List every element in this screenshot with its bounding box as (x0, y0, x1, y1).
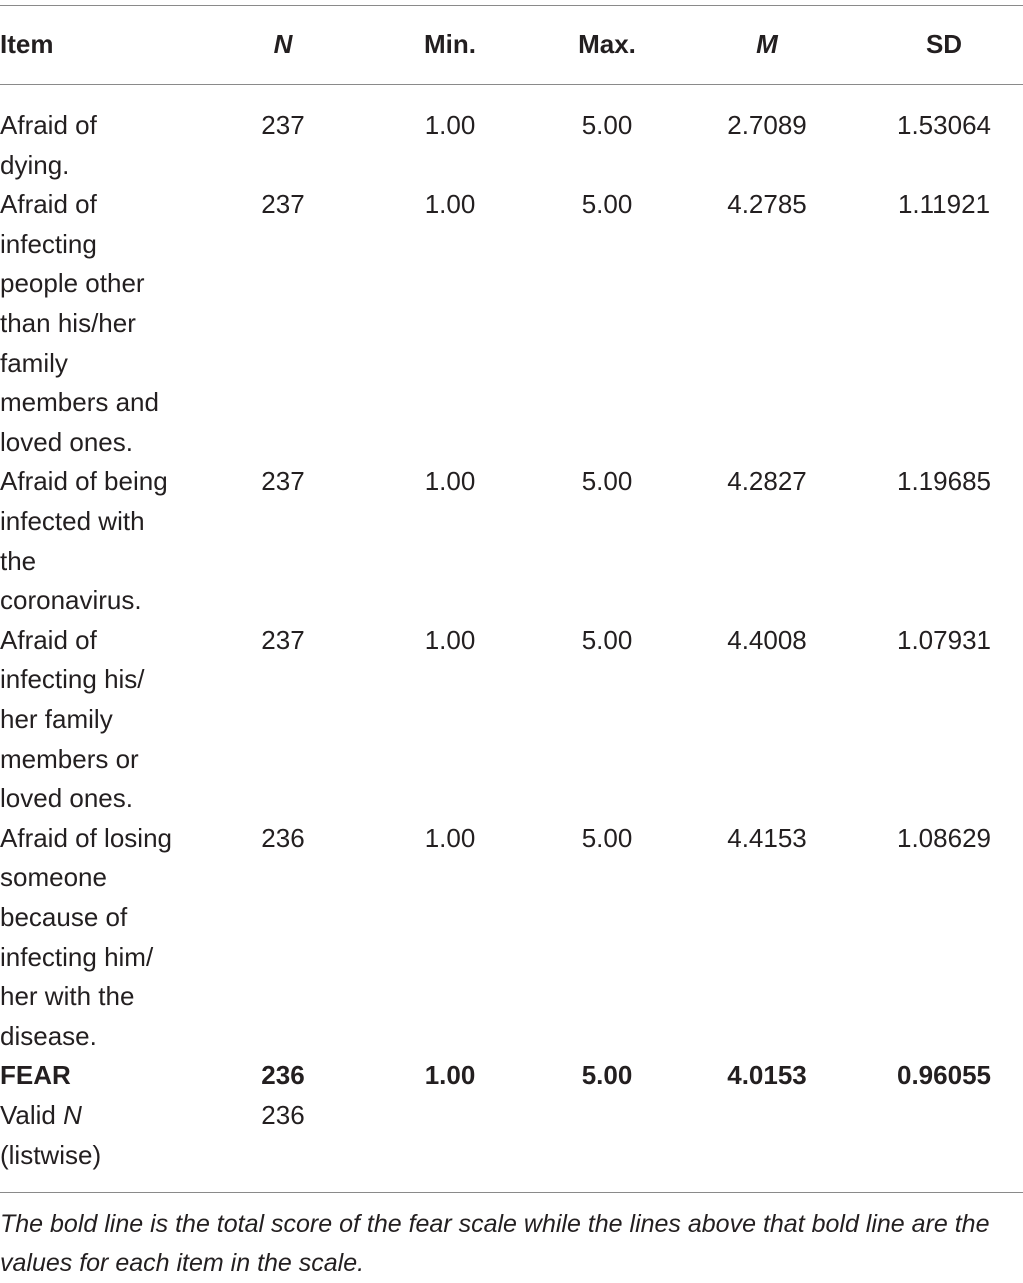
total-item: FEAR (0, 1060, 71, 1090)
row-item-line: infecting his/ (0, 664, 145, 695)
row-m-value: 4.2785 (727, 189, 807, 220)
row-item-line: than his/her (0, 307, 136, 338)
row-m-value: 4.4153 (727, 822, 807, 853)
row-item-line: her with the (0, 981, 135, 1012)
header-min: Min. (424, 29, 476, 59)
row-item-line: her family (0, 703, 113, 734)
row-max-value: 5.00 (581, 189, 633, 220)
valid-n: 236 (261, 1100, 305, 1130)
row-min-value: 1.00 (424, 466, 476, 497)
row-min-value: 1.00 (424, 822, 476, 853)
row-n-value: 237 (261, 466, 305, 497)
row-item-line: Afraid of being (0, 466, 168, 497)
table-top-rule (0, 5, 1023, 6)
row-item-line: because of (0, 901, 128, 932)
row-item-line: loved ones. (0, 426, 133, 457)
row-item-line: Afraid of (0, 189, 97, 220)
row-item-line: infecting (0, 228, 97, 259)
row-item-line: Afraid of (0, 624, 97, 655)
row-item-line: Afraid of (0, 110, 97, 140)
valid-item-suffix: (listwise) (0, 1139, 102, 1170)
row-m-value: 4.2827 (727, 466, 807, 497)
row-item-label (0, 819, 200, 1057)
row-item-label (0, 185, 200, 462)
row-sd-value: 1.11921 (897, 189, 991, 220)
row-item-line: members or (0, 743, 139, 774)
row-item-line: the (0, 545, 37, 576)
row-sd-value: 1.08629 (897, 822, 991, 853)
header-sd: SD (925, 29, 963, 59)
row-sd-value: 1.19685 (897, 466, 991, 497)
total-min: 1.00 (424, 1060, 476, 1090)
valid-item-prefix: Valid (0, 1100, 64, 1130)
row-item-label (0, 106, 200, 185)
header-m: M (756, 29, 778, 59)
row-item-line: infecting him/ (0, 941, 154, 972)
row-item-label (0, 462, 200, 620)
row-item-line: dying. (0, 149, 70, 180)
row-min-value: 1.00 (424, 110, 476, 140)
row-sd-value: 1.53064 (897, 110, 991, 140)
valid-item (0, 1096, 200, 1175)
row-sd-value: 1.07931 (897, 624, 991, 655)
row-item-line: coronavirus. (0, 585, 142, 616)
table-footnote: The bold line is the total score of the fear scale while the lines above that bold line are the values for each item in the scale. (0, 1210, 990, 1277)
row-item-line: disease. (0, 1020, 97, 1051)
header-item: Item (0, 29, 54, 59)
row-min-value: 1.00 (424, 189, 476, 220)
row-min-value: 1.00 (424, 624, 476, 655)
row-n-value: 237 (261, 189, 305, 220)
row-max-value: 5.00 (581, 822, 633, 853)
row-max-value: 5.00 (581, 110, 633, 140)
row-n-value: 237 (261, 624, 305, 655)
header-n: N (273, 29, 293, 59)
total-max: 5.00 (581, 1060, 633, 1090)
row-max-value: 5.00 (581, 466, 633, 497)
row-n-value: 237 (261, 110, 305, 140)
valid-item-n: N (63, 1100, 82, 1130)
table-header-rule (0, 84, 1023, 85)
row-m-value: 4.4008 (727, 624, 807, 655)
row-max-value: 5.00 (581, 624, 633, 655)
header-max: Max. (578, 29, 636, 59)
row-item-line: family (0, 347, 68, 378)
total-n: 236 (261, 1060, 305, 1090)
total-sd: 0.96055 (897, 1060, 991, 1090)
table-bottom-rule (0, 1192, 1023, 1193)
row-item-label (0, 621, 200, 819)
row-item-line: loved ones. (0, 783, 133, 814)
row-item-line: people other (0, 268, 145, 299)
row-item-line: members and (0, 387, 159, 418)
row-item-line: someone (0, 862, 107, 893)
total-m: 4.0153 (727, 1060, 807, 1090)
row-m-value: 2.7089 (727, 110, 807, 140)
row-item-line: Afraid of losing (0, 822, 172, 853)
row-n-value: 236 (261, 822, 305, 853)
row-item-line: infected with (0, 505, 145, 536)
